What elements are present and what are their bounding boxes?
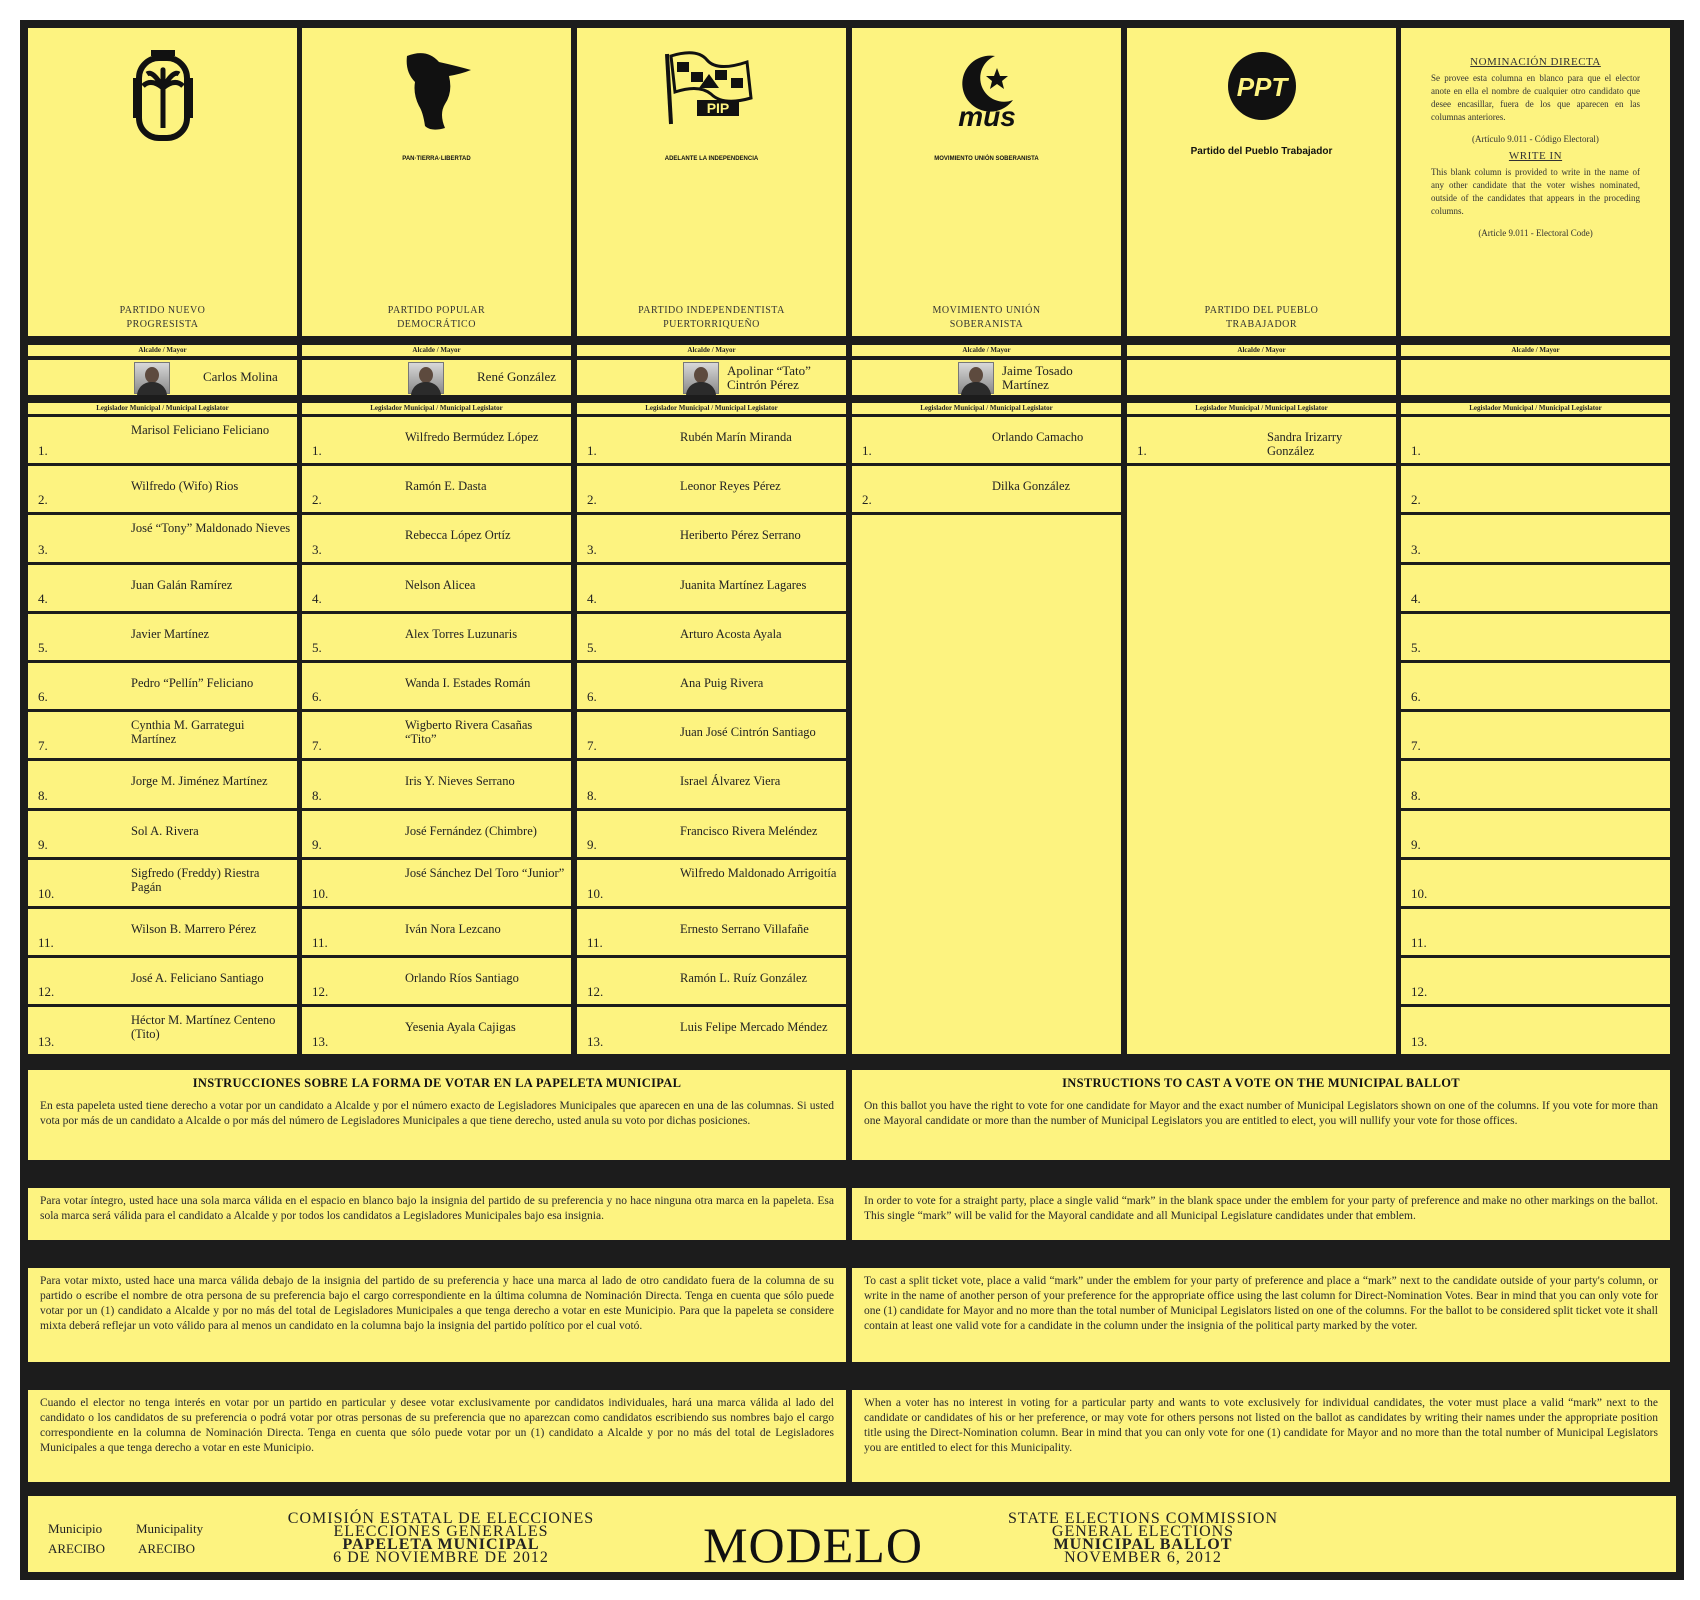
legislator-cell[interactable] [302, 909, 571, 955]
row-number: 8. [1411, 787, 1421, 803]
legislator-cell[interactable] [1401, 761, 1670, 807]
municipio-value: ARECIBO [48, 1541, 106, 1556]
row-number: 6. [587, 689, 597, 705]
legislator-cell[interactable] [302, 1007, 571, 1053]
legislator-cell[interactable] [1401, 466, 1670, 512]
legislator-name: Sigfredo (Freddy) Riestra Pagán [131, 865, 260, 894]
photo-head [419, 367, 433, 383]
legislator-name: Pedro “Pellín” Feliciano [131, 676, 254, 690]
write-in-title-en: WRITE IN [1508, 150, 1563, 162]
party-column-header[interactable] [302, 28, 571, 336]
row-number: 7. [312, 738, 322, 754]
legislator-cell[interactable] [1401, 663, 1670, 709]
row-number: 10. [312, 885, 329, 901]
party-motto: Partido del Pueblo Trabajador [1190, 146, 1333, 157]
row-number: 1. [38, 443, 48, 459]
ballot-footer [28, 1496, 1676, 1572]
party-name: PARTIDO NUEVO PROGRESISTA [119, 305, 206, 330]
legislator-cell[interactable] [28, 565, 297, 611]
row-number: 10. [38, 885, 55, 901]
mayor-cell[interactable] [577, 360, 846, 395]
row-number: 6. [38, 689, 48, 705]
instruction-en-3 [852, 1268, 1670, 1362]
row-number: 2. [312, 492, 322, 508]
legislator-cell[interactable] [1401, 909, 1670, 955]
instruction-text: Para votar íntegro, usted hace una sola marca válida en el espacio en blanco bajo la insignia del partido de su preferencia y no hace ninguna otra marca en la papeleta. Esa sola marca será válida para el candidato a Alcalde y por todos los candidatos a Legisladores Municipales bajo esa insignia. [40, 1195, 834, 1222]
legislator-cell[interactable] [1401, 515, 1670, 561]
legislator-name: Luis Felipe Mercado Méndez [680, 1020, 828, 1035]
legislator-name: Sandra Irizarry González [1267, 430, 1343, 458]
modelo-watermark: MODELO [703, 1517, 923, 1572]
row-number: 9. [587, 836, 597, 852]
candidate-photo [683, 362, 719, 394]
row-number: 12. [312, 984, 329, 1000]
municipality-value: ARECIBO [138, 1541, 196, 1556]
legislator-name: Wanda I. Estades Román [405, 676, 531, 690]
mayor-cell[interactable] [1127, 360, 1396, 395]
legislator-cell[interactable] [577, 565, 846, 611]
mayor-cell[interactable] [28, 360, 297, 395]
footer-es-line: PAPELETA MUNICIPAL [342, 1536, 540, 1553]
footer-es-line: ELECCIONES GENERALES [333, 1523, 549, 1540]
legislator-name: Juan José Cintrón Santiago [680, 725, 816, 740]
legislator-cell[interactable] [302, 712, 571, 758]
instruction-text: When a voter has no interest in voting for a particular party and wants to vote exclusively for individual candidates, the voter must place a valid “mark” next to the candidate or candidates of his or her preference, or may vote for others persons not listed on the ballot as candidates by writing their names under the appropriate position title using the Direct-Nomination column. Bear in mind that you can only vote for one (1) candidate for Mayor and no more than the total number of Municipal Legislators you are entitled to elect for this Municipality. [864, 1397, 1658, 1454]
legislator-cell[interactable] [302, 565, 571, 611]
legislator-cell[interactable] [577, 466, 846, 512]
legislator-cell[interactable] [1127, 417, 1396, 463]
pip-flag-icon [577, 48, 846, 158]
row-number: 1. [1137, 443, 1147, 459]
legislator-name: Ramón L. Ruíz González [680, 971, 808, 986]
empty-column-area [852, 515, 1121, 1053]
legislator-cell[interactable] [302, 614, 571, 660]
legislator-cell[interactable] [28, 811, 297, 857]
row-number: 4. [587, 590, 597, 606]
row-number: 13. [587, 1033, 604, 1049]
row-number: 9. [38, 836, 48, 852]
mayor-cell[interactable] [302, 360, 571, 395]
legislator-name: Ramón E. Dasta [405, 479, 487, 494]
photo-shoulders [411, 382, 441, 395]
party-column-header[interactable] [1127, 28, 1396, 336]
legislator-cell[interactable] [577, 712, 846, 758]
instruction-en-2 [852, 1188, 1670, 1240]
footer-en-line: GENERAL ELECTIONS [1051, 1523, 1235, 1540]
write-in-title-es: NOMINACIÓN DIRECTA [1470, 56, 1601, 68]
row-number: 4. [38, 590, 48, 606]
legislator-cell[interactable] [28, 614, 297, 660]
row-number: 3. [38, 541, 48, 557]
instruction-text: Para votar mixto, usted hace una marca válida debajo de la insignia del partido de su preferencia y hace una marca al lado de otro candidato fuera de la columna de su partido o escribe el nombre de otra persona de su preferencia bajo el cargo correspondiente en la última columna de Nominación Directa. Tenga en cuenta que sólo puede votar por un (1) candidato a Alcalde y por no más del total de Legisladores Municipales a que tenga derecho a votar en este Municipio. Para que la papeleta se considere mixta deberá reflejar un voto válido para al menos un candidato en la columna bajo la insignia del partido político por el cual votó. [40, 1275, 834, 1332]
legislator-cell[interactable] [302, 417, 571, 463]
legislator-cell[interactable] [1401, 614, 1670, 660]
mayor-cell[interactable] [852, 360, 1121, 395]
mayor-header: Alcalde / Mayor [302, 345, 571, 356]
legislator-name: Orlando Ríos Santiago [405, 971, 519, 986]
row-number: 7. [587, 738, 597, 754]
svg-text:mus: mus [957, 101, 1016, 132]
legislator-cell[interactable] [577, 417, 846, 463]
footer-en-line: NOVEMBER 6, 2012 [1064, 1549, 1222, 1566]
legislator-cell[interactable] [577, 958, 846, 1004]
municipio-label: Municipio [48, 1521, 103, 1536]
legislator-cell[interactable] [1401, 958, 1670, 1004]
photo-shoulders [961, 382, 991, 395]
legislator-name: Heriberto Pérez Serrano [680, 528, 801, 543]
write-in-text-en: This blank column is provided to write in the name of any other candidate that the voter wishes nominated, outside of the candidates that appears in the proceding columns. [1431, 167, 1640, 216]
legislator-cell[interactable] [577, 515, 846, 561]
legislator-cell[interactable] [1401, 712, 1670, 758]
photo-shoulders [137, 382, 167, 395]
candidate-photo [134, 362, 170, 394]
legislator-name: Wilfredo (Wifo) Rios [131, 479, 239, 494]
legislator-cell[interactable] [302, 860, 571, 906]
legislator-cell[interactable] [1401, 417, 1670, 463]
row-number: 8. [312, 787, 322, 803]
legislator-name: Alex Torres Luzunaris [405, 626, 518, 641]
svg-text:PPT: PPT [1236, 72, 1287, 102]
instruction-text: To cast a split ticket vote, place a valid “mark” under the emblem for your party of preference and place a “mark” next to the candidate outside of your party's column, or write in the name of another person of your preference for the appropriate office using the last column for Direct-Nomination Votes. Bear in mind that you can only vote for one (1) candidate for Mayor and no more than the total number of Municipal Legislators listed on one of the columns. For the ballot to be considered split ticket vote it shall contain at least one valid vote for a candidate in the column under the insignia of the political party marked by the voter. [864, 1275, 1658, 1332]
party-name: PARTIDO POPULAR DEMOCRÁTICO [387, 305, 486, 330]
row-number: 12. [1411, 984, 1428, 1000]
party-column-header[interactable] [577, 28, 846, 336]
candidate-photo [958, 362, 994, 394]
legislator-cell[interactable] [28, 515, 297, 561]
instruction-text: En esta papeleta usted tiene derecho a votar por un candidato a Alcalde y por el número exacto de Legisladores Municipales que aparecen en una de las columnas. Si usted vota por más de un candidato a Alcalde o por más del número de Legisladores Municipales a que tiene derecho, usted anula su voto por dichas posiciones. [40, 1100, 834, 1127]
legislator-name: Yesenia Ayala Cajigas [405, 1020, 516, 1035]
legislator-name: Israel Álvarez Viera [680, 774, 781, 789]
legislator-name: Javier Martínez [131, 626, 210, 641]
legislator-cell[interactable] [28, 860, 297, 906]
legislator-name: Sol A. Rivera [131, 823, 199, 838]
legislator-cell[interactable] [577, 909, 846, 955]
row-number: 2. [862, 492, 872, 508]
row-number: 1. [862, 443, 872, 459]
mayor-cell[interactable] [1401, 360, 1670, 395]
photo-shoulders [686, 382, 716, 395]
legislator-name: Nelson Alicea [405, 577, 476, 592]
legislator-cell[interactable] [577, 761, 846, 807]
palm-tree-icon [28, 48, 297, 158]
municipal-ballot [20, 20, 1684, 1580]
row-number: 2. [587, 492, 597, 508]
instruction-en-4 [852, 1390, 1670, 1482]
municipality-label: Municipality [136, 1521, 204, 1536]
instruction-es-4 [28, 1390, 846, 1482]
legislator-name: Iris Y. Nieves Serrano [405, 774, 515, 789]
legislator-name: Leonor Reyes Pérez [680, 479, 781, 494]
legislator-name: Rebecca López Ortíz [405, 528, 511, 543]
legislator-cell[interactable] [28, 958, 297, 1004]
legislator-name: Orlando Camacho [992, 430, 1084, 444]
legislator-name: Wilson B. Marrero Pérez [131, 922, 257, 936]
row-number: 6. [312, 689, 322, 705]
row-number: 11. [587, 935, 603, 951]
instruction-en-1 [852, 1070, 1670, 1160]
party-column-header[interactable] [28, 28, 297, 336]
row-number: 10. [1411, 885, 1428, 901]
legislator-name: Juanita Martínez Lagares [680, 577, 807, 592]
legislator-cell[interactable] [1401, 565, 1670, 611]
legislator-name: José “Tony” Maldonado Nieves [131, 521, 291, 536]
legislator-cell[interactable] [302, 663, 571, 709]
legislator-cell[interactable] [28, 1007, 297, 1053]
row-number: 12. [38, 984, 55, 1000]
row-number: 7. [38, 738, 48, 754]
row-number: 3. [1411, 541, 1421, 557]
row-number: 1. [587, 443, 597, 459]
instruction-text: On this ballot you have the right to vote for one candidate for Mayor and the exact number of Municipal Legislators shown on one of the columns. If you vote for more than one Mayoral candidate or more than the number of Municipal Legislators you are entitled to elect, you will nullify your vote for those offices. [864, 1100, 1658, 1127]
mayor-header: Alcalde / Mayor [577, 345, 846, 356]
legislator-name: Marisol Feliciano Feliciano [131, 423, 270, 437]
row-number: 6. [1411, 689, 1421, 705]
legislator-cell[interactable] [577, 663, 846, 709]
legislator-cell[interactable] [28, 466, 297, 512]
footer-es-line: 6 DE NOVIEMBRE DE 2012 [333, 1549, 549, 1566]
mayor-header: Alcalde / Mayor [1127, 345, 1396, 356]
instruction-es-2 [28, 1188, 846, 1240]
row-number: 5. [587, 639, 597, 655]
legislator-name: Arturo Acosta Ayala [680, 626, 782, 641]
legislator-header: Legislador Municipal / Municipal Legislator [852, 403, 1121, 414]
row-number: 8. [587, 787, 597, 803]
mayor-candidate-name: Jaime Tosado Martínez [1002, 363, 1073, 392]
party-column-header[interactable] [852, 28, 1121, 336]
legislator-cell[interactable] [577, 614, 846, 660]
footer-en-line: MUNICIPAL BALLOT [1053, 1536, 1233, 1553]
jibaro-profile-icon [302, 48, 571, 158]
row-number: 1. [312, 443, 322, 459]
instructions-title: INSTRUCCIONES SOBRE LA FORMA DE VOTAR EN LA PAPELETA MUNICIPAL [192, 1076, 682, 1090]
legislator-name: José Fernández (Chimbre) [405, 823, 537, 838]
legislator-name: Jorge M. Jiménez Martínez [131, 774, 268, 789]
row-number: 5. [312, 639, 322, 655]
legislator-cell[interactable] [1401, 811, 1670, 857]
party-motto: MOVIMIENTO UNIÓN SOBERANISTA [934, 156, 1039, 162]
legislator-cell[interactable] [302, 515, 571, 561]
legislator-name: Héctor M. Martínez Centeno (Tito) [131, 1013, 276, 1042]
legislator-cell[interactable] [577, 1007, 846, 1053]
instruction-es-3 [28, 1268, 846, 1362]
row-number: 13. [1411, 1033, 1428, 1049]
mayor-header: Alcalde / Mayor [852, 345, 1121, 356]
party-motto: PAN·TIERRA·LIBERTAD [402, 156, 471, 162]
legislator-cell[interactable] [577, 860, 846, 906]
empty-column-area [1127, 466, 1396, 1053]
legislator-name: Wigberto Rivera Casañas “Tito” [405, 718, 533, 747]
legislator-header: Legislador Municipal / Municipal Legislator [302, 403, 571, 414]
instructions-title: INSTRUCTIONS TO CAST A VOTE ON THE MUNICIPAL BALLOT [1062, 1076, 1460, 1090]
mus-moon-icon [852, 48, 1121, 158]
legislator-header: Legislador Municipal / Municipal Legislator [577, 403, 846, 414]
legislator-cell[interactable] [302, 466, 571, 512]
mayor-header: Alcalde / Mayor [28, 345, 297, 356]
legislator-cell[interactable] [28, 909, 297, 955]
mayor-candidate-name: Apolinar “Tato” Cintrón Pérez [727, 363, 811, 392]
candidate-photo [408, 362, 444, 394]
instruction-text: In order to vote for a straight party, place a single valid “mark” in the blank space under the emblem for your party of preference and make no other markings on the ballot. This single “mark” will be valid for the Mayoral candidate and all Municipal Legislature candidates under that emblem. [864, 1195, 1658, 1222]
legislator-cell[interactable] [302, 958, 571, 1004]
party-name: MOVIMIENTO UNIÓN SOBERANISTA [932, 305, 1041, 330]
legislator-cell[interactable] [302, 761, 571, 807]
row-number: 5. [38, 639, 48, 655]
legislator-cell[interactable] [28, 417, 297, 463]
write-in-column-header[interactable] [1401, 28, 1670, 336]
legislator-cell[interactable] [28, 761, 297, 807]
row-number: 13. [312, 1033, 329, 1049]
row-number: 9. [1411, 836, 1421, 852]
legislator-name: Rubén Marín Miranda [680, 430, 792, 444]
legislator-cell[interactable] [852, 466, 1121, 512]
mayor-candidate-name: Carlos Molina [203, 369, 278, 384]
legislator-name: Wilfredo Maldonado Arrigoitía [680, 865, 837, 880]
legislator-cell[interactable] [1401, 860, 1670, 906]
legislator-name: Iván Nora Lezcano [405, 922, 501, 936]
legislator-header: Legislador Municipal / Municipal Legislator [1401, 403, 1670, 414]
row-number: 12. [587, 984, 604, 1000]
row-number: 4. [1411, 590, 1421, 606]
mayor-candidate-name: René González [477, 369, 557, 384]
legislator-name: José A. Feliciano Santiago [131, 971, 264, 986]
ppt-circle-icon [1127, 48, 1396, 158]
row-number: 3. [587, 541, 597, 557]
row-number: 13. [38, 1033, 55, 1049]
legislator-cell[interactable] [28, 663, 297, 709]
row-number: 5. [1411, 639, 1421, 655]
svg-text:PIP: PIP [706, 100, 729, 116]
row-number: 8. [38, 787, 48, 803]
row-number: 10. [587, 885, 604, 901]
footer-es-line: COMISIÓN ESTATAL DE ELECCIONES [287, 1510, 595, 1527]
party-name: PARTIDO INDEPENDENTISTA PUERTORRIQUEÑO [638, 305, 785, 330]
row-number: 11. [38, 935, 54, 951]
legislator-name: Dilka González [992, 479, 1071, 494]
party-motto: ADELANTE LA INDEPENDENCIA [664, 156, 759, 162]
row-number: 1. [1411, 443, 1421, 459]
write-in-text-es: Se provee esta columna en blanco para que el elector anote en ella el nombre de cualquier otro candidato que desee encasillar, fuera de los que aparecen en las columnas anteriores. [1431, 73, 1640, 122]
photo-head [145, 367, 159, 383]
write-in-cite-es: (Artículo 9.011 - Código Electoral) [1472, 134, 1599, 144]
row-number: 2. [38, 492, 48, 508]
footer-en-line: STATE ELECTIONS COMMISSION [1007, 1510, 1279, 1527]
legislator-header: Legislador Municipal / Municipal Legislator [1127, 403, 1396, 414]
instruction-text: Cuando el elector no tenga interés en votar por un partido en particular y desee votar exclusivamente por candidatos individuales, hará una marca válida al lado del candidato o los candidatos de su preferencia o podrá votar por otras personas de su preferencia que no aparezcan como candidatos escribiendo sus nombres bajo el cargo correspondiente en la columna de Nominación Directa. Tenga en cuenta que sólo puede votar por un (1) candidato a Alcalde y por no más del total de Legisladores Municipales a que tenga derecho a votar en este Municipio. [40, 1397, 834, 1454]
legislator-name: Cynthia M. Garrategui Martínez [131, 718, 245, 747]
legislator-name: Juan Galán Ramírez [131, 577, 233, 592]
row-number: 11. [1411, 935, 1427, 951]
party-name: PARTIDO DEL PUEBLO TRABAJADOR [1204, 305, 1319, 330]
row-number: 11. [312, 935, 328, 951]
instruction-es-1 [28, 1070, 846, 1160]
legislator-cell[interactable] [28, 712, 297, 758]
row-number: 3. [312, 541, 322, 557]
legislator-name: Wilfredo Bermúdez López [405, 430, 539, 444]
row-number: 9. [312, 836, 322, 852]
photo-head [969, 367, 983, 383]
legislator-header: Legislador Municipal / Municipal Legislator [28, 403, 297, 414]
legislator-cell[interactable] [302, 811, 571, 857]
legislator-name: Francisco Rivera Meléndez [680, 823, 818, 838]
row-number: 2. [1411, 492, 1421, 508]
legislator-name: Ana Puig Rivera [680, 676, 764, 690]
legislator-cell[interactable] [577, 811, 846, 857]
mayor-header: Alcalde / Mayor [1401, 345, 1670, 356]
row-number: 4. [312, 590, 322, 606]
legislator-name: Ernesto Serrano Villafañe [680, 922, 809, 936]
legislator-name: José Sánchez Del Toro “Junior” [405, 865, 565, 880]
row-number: 7. [1411, 738, 1421, 754]
photo-head [694, 367, 708, 383]
legislator-cell[interactable] [1401, 1007, 1670, 1053]
write-in-cite-en: (Article 9.011 - Electoral Code) [1478, 228, 1593, 238]
legislator-cell[interactable] [852, 417, 1121, 463]
